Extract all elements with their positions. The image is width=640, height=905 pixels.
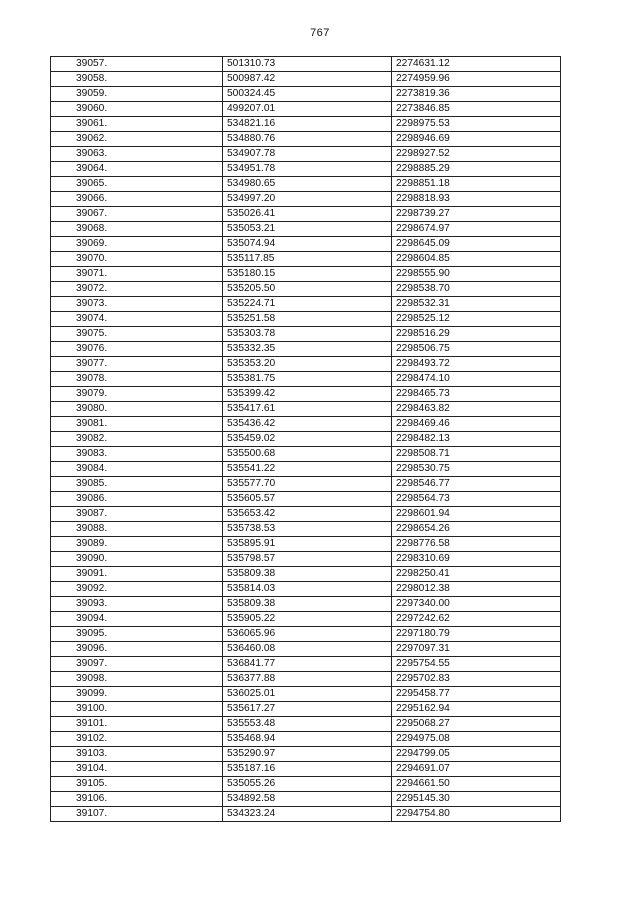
point-number-cell: 39104. <box>51 762 223 777</box>
point-number-cell: 39076. <box>51 342 223 357</box>
y-coordinate-cell: 2274631.12 <box>392 57 561 72</box>
table-row <box>51 687 561 702</box>
table-row <box>51 102 561 117</box>
table-row <box>51 57 561 72</box>
table-row <box>51 147 561 162</box>
table-row <box>51 222 561 237</box>
x-coordinate-cell: 535290.97 <box>223 747 392 762</box>
point-number-cell: 39089. <box>51 537 223 552</box>
point-number-cell: 39058. <box>51 72 223 87</box>
y-coordinate-cell: 2295702.83 <box>392 672 561 687</box>
point-number-cell: 39097. <box>51 657 223 672</box>
table-row <box>51 552 561 567</box>
y-coordinate-cell: 2298604.85 <box>392 252 561 267</box>
table-row <box>51 807 561 822</box>
x-coordinate-cell: 535809.38 <box>223 597 392 612</box>
point-number-cell: 39098. <box>51 672 223 687</box>
point-number-cell: 39083. <box>51 447 223 462</box>
y-coordinate-cell: 2298538.70 <box>392 282 561 297</box>
x-coordinate-cell: 535500.68 <box>223 447 392 462</box>
page-number: 767 <box>310 27 330 39</box>
point-number-cell: 39100. <box>51 702 223 717</box>
table-row <box>51 657 561 672</box>
point-number-cell: 39105. <box>51 777 223 792</box>
x-coordinate-cell: 535895.91 <box>223 537 392 552</box>
y-coordinate-cell: 2297180.79 <box>392 627 561 642</box>
y-coordinate-cell: 2298851.18 <box>392 177 561 192</box>
point-number-cell: 39090. <box>51 552 223 567</box>
y-coordinate-cell: 2298739.27 <box>392 207 561 222</box>
x-coordinate-cell: 535459.02 <box>223 432 392 447</box>
x-coordinate-cell: 535381.75 <box>223 372 392 387</box>
y-coordinate-cell: 2298530.75 <box>392 462 561 477</box>
table-row <box>51 297 561 312</box>
y-coordinate-cell: 2295145.30 <box>392 792 561 807</box>
y-coordinate-cell: 2298469.46 <box>392 417 561 432</box>
table-row <box>51 507 561 522</box>
x-coordinate-cell: 535205.50 <box>223 282 392 297</box>
x-coordinate-cell: 535332.35 <box>223 342 392 357</box>
table-row <box>51 417 561 432</box>
table-row <box>51 342 561 357</box>
y-coordinate-cell: 2298818.93 <box>392 192 561 207</box>
table-row <box>51 132 561 147</box>
point-number-cell: 39078. <box>51 372 223 387</box>
x-coordinate-cell: 535605.57 <box>223 492 392 507</box>
point-number-cell: 39080. <box>51 402 223 417</box>
x-coordinate-cell: 535617.27 <box>223 702 392 717</box>
table-row <box>51 87 561 102</box>
x-coordinate-cell: 536841.77 <box>223 657 392 672</box>
coordinates-table-body <box>51 57 561 822</box>
y-coordinate-cell: 2298654.26 <box>392 522 561 537</box>
x-coordinate-cell: 534951.78 <box>223 162 392 177</box>
y-coordinate-cell: 2294661.50 <box>392 777 561 792</box>
point-number-cell: 39082. <box>51 432 223 447</box>
x-coordinate-cell: 535055.26 <box>223 777 392 792</box>
table-row <box>51 237 561 252</box>
point-number-cell: 39099. <box>51 687 223 702</box>
point-number-cell: 39094. <box>51 612 223 627</box>
point-number-cell: 39088. <box>51 522 223 537</box>
y-coordinate-cell: 2298508.71 <box>392 447 561 462</box>
table-row <box>51 792 561 807</box>
point-number-cell: 39091. <box>51 567 223 582</box>
table-row <box>51 192 561 207</box>
table-row <box>51 432 561 447</box>
table-row <box>51 762 561 777</box>
point-number-cell: 39059. <box>51 87 223 102</box>
table-row <box>51 72 561 87</box>
table-row <box>51 207 561 222</box>
y-coordinate-cell: 2298885.29 <box>392 162 561 177</box>
y-coordinate-cell: 2298645.09 <box>392 237 561 252</box>
point-number-cell: 39061. <box>51 117 223 132</box>
x-coordinate-cell: 534997.20 <box>223 192 392 207</box>
x-coordinate-cell: 534323.24 <box>223 807 392 822</box>
table-row <box>51 282 561 297</box>
y-coordinate-cell: 2298474.10 <box>392 372 561 387</box>
point-number-cell: 39101. <box>51 717 223 732</box>
table-row <box>51 402 561 417</box>
point-number-cell: 39064. <box>51 162 223 177</box>
x-coordinate-cell: 535798.57 <box>223 552 392 567</box>
table-row <box>51 747 561 762</box>
x-coordinate-cell: 535577.70 <box>223 477 392 492</box>
x-coordinate-cell: 536025.01 <box>223 687 392 702</box>
x-coordinate-cell: 501310.73 <box>223 57 392 72</box>
table-row <box>51 312 561 327</box>
point-number-cell: 39081. <box>51 417 223 432</box>
point-number-cell: 39063. <box>51 147 223 162</box>
point-number-cell: 39079. <box>51 387 223 402</box>
point-number-cell: 39071. <box>51 267 223 282</box>
x-coordinate-cell: 535224.71 <box>223 297 392 312</box>
point-number-cell: 39093. <box>51 597 223 612</box>
y-coordinate-cell: 2298516.29 <box>392 327 561 342</box>
x-coordinate-cell: 535814.03 <box>223 582 392 597</box>
y-coordinate-cell: 2298776.58 <box>392 537 561 552</box>
x-coordinate-cell: 536377.88 <box>223 672 392 687</box>
y-coordinate-cell: 2298250.41 <box>392 567 561 582</box>
y-coordinate-cell: 2294754.80 <box>392 807 561 822</box>
table-row <box>51 582 561 597</box>
point-number-cell: 39069. <box>51 237 223 252</box>
x-coordinate-cell: 499207.01 <box>223 102 392 117</box>
point-number-cell: 39075. <box>51 327 223 342</box>
y-coordinate-cell: 2295458.77 <box>392 687 561 702</box>
x-coordinate-cell: 535117.85 <box>223 252 392 267</box>
point-number-cell: 39106. <box>51 792 223 807</box>
table-row <box>51 627 561 642</box>
y-coordinate-cell: 2294799.05 <box>392 747 561 762</box>
y-coordinate-cell: 2298012.38 <box>392 582 561 597</box>
y-coordinate-cell: 2298482.13 <box>392 432 561 447</box>
point-number-cell: 39066. <box>51 192 223 207</box>
table-row <box>51 702 561 717</box>
x-coordinate-cell: 535180.15 <box>223 267 392 282</box>
point-number-cell: 39057. <box>51 57 223 72</box>
table-row <box>51 462 561 477</box>
point-number-cell: 39060. <box>51 102 223 117</box>
y-coordinate-cell: 2298555.90 <box>392 267 561 282</box>
point-number-cell: 39067. <box>51 207 223 222</box>
point-number-cell: 39096. <box>51 642 223 657</box>
y-coordinate-cell: 2298310.69 <box>392 552 561 567</box>
y-coordinate-cell: 2298463.82 <box>392 402 561 417</box>
x-coordinate-cell: 535436.42 <box>223 417 392 432</box>
x-coordinate-cell: 534980.65 <box>223 177 392 192</box>
x-coordinate-cell: 534880.76 <box>223 132 392 147</box>
table-row <box>51 492 561 507</box>
y-coordinate-cell: 2297242.62 <box>392 612 561 627</box>
y-coordinate-cell: 2298546.77 <box>392 477 561 492</box>
y-coordinate-cell: 2298564.73 <box>392 492 561 507</box>
x-coordinate-cell: 535303.78 <box>223 327 392 342</box>
y-coordinate-cell: 2297340.00 <box>392 597 561 612</box>
y-coordinate-cell: 2294691.07 <box>392 762 561 777</box>
table-row <box>51 252 561 267</box>
y-coordinate-cell: 2298493.72 <box>392 357 561 372</box>
point-number-cell: 39065. <box>51 177 223 192</box>
coordinates-table <box>50 56 561 822</box>
point-number-cell: 39068. <box>51 222 223 237</box>
y-coordinate-cell: 2298532.31 <box>392 297 561 312</box>
x-coordinate-cell: 500987.42 <box>223 72 392 87</box>
x-coordinate-cell: 535905.22 <box>223 612 392 627</box>
y-coordinate-cell: 2273819.36 <box>392 87 561 102</box>
y-coordinate-cell: 2295068.27 <box>392 717 561 732</box>
y-coordinate-cell: 2295162.94 <box>392 702 561 717</box>
table-row <box>51 357 561 372</box>
x-coordinate-cell: 535399.42 <box>223 387 392 402</box>
x-coordinate-cell: 535074.94 <box>223 237 392 252</box>
x-coordinate-cell: 535053.21 <box>223 222 392 237</box>
point-number-cell: 39074. <box>51 312 223 327</box>
x-coordinate-cell: 534892.58 <box>223 792 392 807</box>
table-row <box>51 267 561 282</box>
y-coordinate-cell: 2298975.53 <box>392 117 561 132</box>
table-row <box>51 372 561 387</box>
table-row <box>51 327 561 342</box>
table-row <box>51 567 561 582</box>
x-coordinate-cell: 500324.45 <box>223 87 392 102</box>
table-row <box>51 477 561 492</box>
table-row <box>51 177 561 192</box>
table-row <box>51 777 561 792</box>
point-number-cell: 39103. <box>51 747 223 762</box>
y-coordinate-cell: 2294975.08 <box>392 732 561 747</box>
x-coordinate-cell: 535417.61 <box>223 402 392 417</box>
x-coordinate-cell: 536460.08 <box>223 642 392 657</box>
point-number-cell: 39084. <box>51 462 223 477</box>
point-number-cell: 39070. <box>51 252 223 267</box>
point-number-cell: 39072. <box>51 282 223 297</box>
x-coordinate-cell: 535653.42 <box>223 507 392 522</box>
point-number-cell: 39086. <box>51 492 223 507</box>
x-coordinate-cell: 535251.58 <box>223 312 392 327</box>
table-row <box>51 387 561 402</box>
table-row <box>51 732 561 747</box>
x-coordinate-cell: 534907.78 <box>223 147 392 162</box>
table-row <box>51 117 561 132</box>
point-number-cell: 39073. <box>51 297 223 312</box>
point-number-cell: 39095. <box>51 627 223 642</box>
y-coordinate-cell: 2298946.69 <box>392 132 561 147</box>
x-coordinate-cell: 535187.16 <box>223 762 392 777</box>
point-number-cell: 39102. <box>51 732 223 747</box>
table-row <box>51 597 561 612</box>
x-coordinate-cell: 534821.16 <box>223 117 392 132</box>
table-row <box>51 522 561 537</box>
y-coordinate-cell: 2298465.73 <box>392 387 561 402</box>
table-row <box>51 162 561 177</box>
y-coordinate-cell: 2298674.97 <box>392 222 561 237</box>
y-coordinate-cell: 2274959.96 <box>392 72 561 87</box>
y-coordinate-cell: 2295754.55 <box>392 657 561 672</box>
point-number-cell: 39087. <box>51 507 223 522</box>
point-number-cell: 39062. <box>51 132 223 147</box>
x-coordinate-cell: 535738.53 <box>223 522 392 537</box>
y-coordinate-cell: 2298506.75 <box>392 342 561 357</box>
y-coordinate-cell: 2273846.85 <box>392 102 561 117</box>
x-coordinate-cell: 535541.22 <box>223 462 392 477</box>
table-row <box>51 612 561 627</box>
point-number-cell: 39077. <box>51 357 223 372</box>
table-row <box>51 537 561 552</box>
table-row <box>51 447 561 462</box>
table-row <box>51 717 561 732</box>
x-coordinate-cell: 536065.96 <box>223 627 392 642</box>
table-row <box>51 642 561 657</box>
point-number-cell: 39085. <box>51 477 223 492</box>
y-coordinate-cell: 2298927.52 <box>392 147 561 162</box>
y-coordinate-cell: 2297097.31 <box>392 642 561 657</box>
y-coordinate-cell: 2298601.94 <box>392 507 561 522</box>
x-coordinate-cell: 535553.48 <box>223 717 392 732</box>
x-coordinate-cell: 535809.38 <box>223 567 392 582</box>
point-number-cell: 39092. <box>51 582 223 597</box>
x-coordinate-cell: 535468.94 <box>223 732 392 747</box>
x-coordinate-cell: 535353.20 <box>223 357 392 372</box>
table-row <box>51 672 561 687</box>
point-number-cell: 39107. <box>51 807 223 822</box>
x-coordinate-cell: 535026.41 <box>223 207 392 222</box>
y-coordinate-cell: 2298525.12 <box>392 312 561 327</box>
